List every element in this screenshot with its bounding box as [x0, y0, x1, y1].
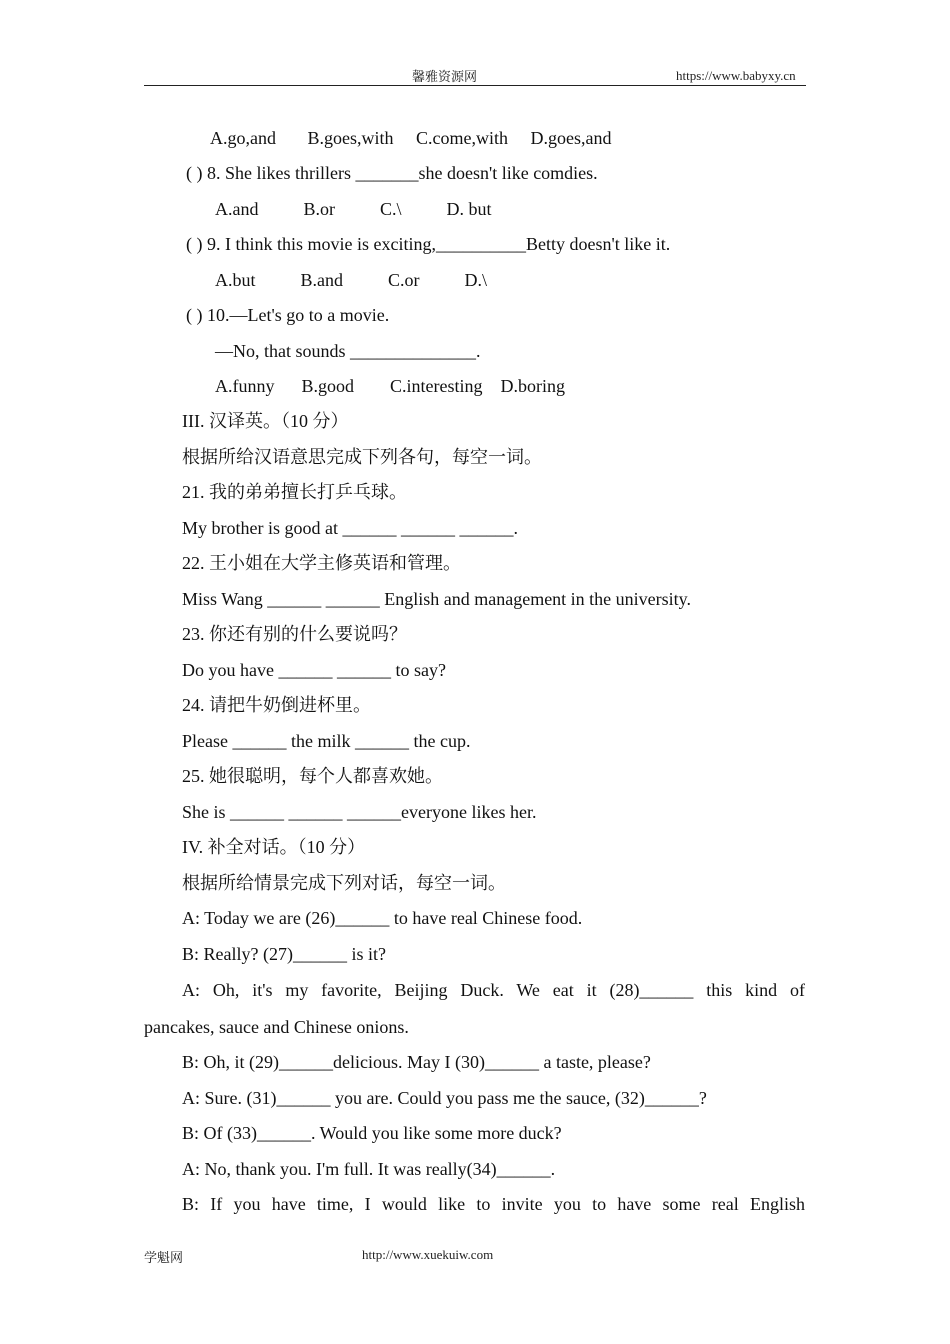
item-25-english: She is ______ ______ ______everyone likes her.: [182, 802, 537, 822]
dialogue-line-29: B: Oh, it (29)______delicious. May I (30)______ a taste, please?: [182, 1052, 651, 1072]
section-4-instructions: 根据所给情景完成下列对话，每空一词。: [182, 873, 506, 893]
item-21-english: My brother is good at ______ ______ ______.: [182, 518, 518, 538]
item-23-chinese: 23. 你还有别的什么要说吗？: [182, 624, 407, 644]
dialogue-line-34: A: No, thank you. I'm full. It was really(34)______.: [182, 1159, 556, 1179]
question-10-reply: —No, that sounds ______________.: [215, 341, 481, 361]
item-23-english: Do you have ______ ______ to say?: [182, 660, 446, 680]
question-10: ( ) 10.—Let's go to a movie.: [186, 305, 390, 325]
item-24-chinese: 24. 请把牛奶倒进杯里。: [182, 695, 371, 715]
dialogue-line-28: A: Oh, it's my favorite, Beijing Duck. We eat it (28)______ this kind of: [182, 980, 805, 1000]
item-21-chinese: 21. 我的弟弟擅长打乒乓球。: [182, 482, 407, 502]
q10-options: A.funny B.good C.interesting D.boring: [215, 376, 565, 396]
item-24-english: Please ______ the milk ______ the cup.: [182, 731, 471, 751]
dialogue-line-invite: B: If you have time, I would like to invite you to have some real English: [182, 1194, 805, 1214]
dialogue-line-26: A: Today we are (26)______ to have real Chinese food.: [182, 908, 583, 928]
section-4-heading: IV. 补全对话。（10 分）: [182, 837, 366, 857]
footer-site-name: 学魁网: [144, 1250, 184, 1265]
q7-options: A.go,and B.goes,with C.come,with D.goes,and: [210, 128, 612, 148]
dialogue-line-27: B: Really? (27)______ is it?: [182, 944, 386, 964]
section-3-heading: III. 汉译英。（10 分）: [182, 411, 349, 431]
dialogue-line-28-cont: pancakes, sauce and Chinese onions.: [144, 1017, 409, 1037]
question-8: ( ) 8. She likes thrillers _______she doesn't like comdies.: [186, 163, 598, 183]
dialogue-line-33: B: Of (33)______. Would you like some more duck?: [182, 1123, 562, 1143]
item-25-chinese: 25. 她很聪明，每个人都喜欢她。: [182, 766, 443, 786]
header-divider: [144, 85, 806, 86]
header-site-name: 馨雅资源网: [412, 69, 478, 84]
q8-options: A.and B.or C.\ D. but: [215, 199, 492, 219]
footer-url[interactable]: http://www.xuekuiw.com: [362, 1247, 494, 1262]
q9-options: A.but B.and C.or D.\: [215, 270, 487, 290]
dialogue-line-31: A: Sure. (31)______ you are. Could you pass me the sauce, (32)______?: [182, 1088, 707, 1108]
item-22-english: Miss Wang ______ ______ English and management in the university.: [182, 589, 691, 609]
question-9: ( ) 9. I think this movie is exciting,__________Betty doesn't like it.: [186, 234, 671, 254]
section-3-instructions: 根据所给汉语意思完成下列各句，每空一词。: [182, 447, 542, 467]
item-22-chinese: 22. 王小姐在大学主修英语和管理。: [182, 553, 461, 573]
header-site-url[interactable]: https://www.babyxy.cn: [676, 68, 796, 83]
